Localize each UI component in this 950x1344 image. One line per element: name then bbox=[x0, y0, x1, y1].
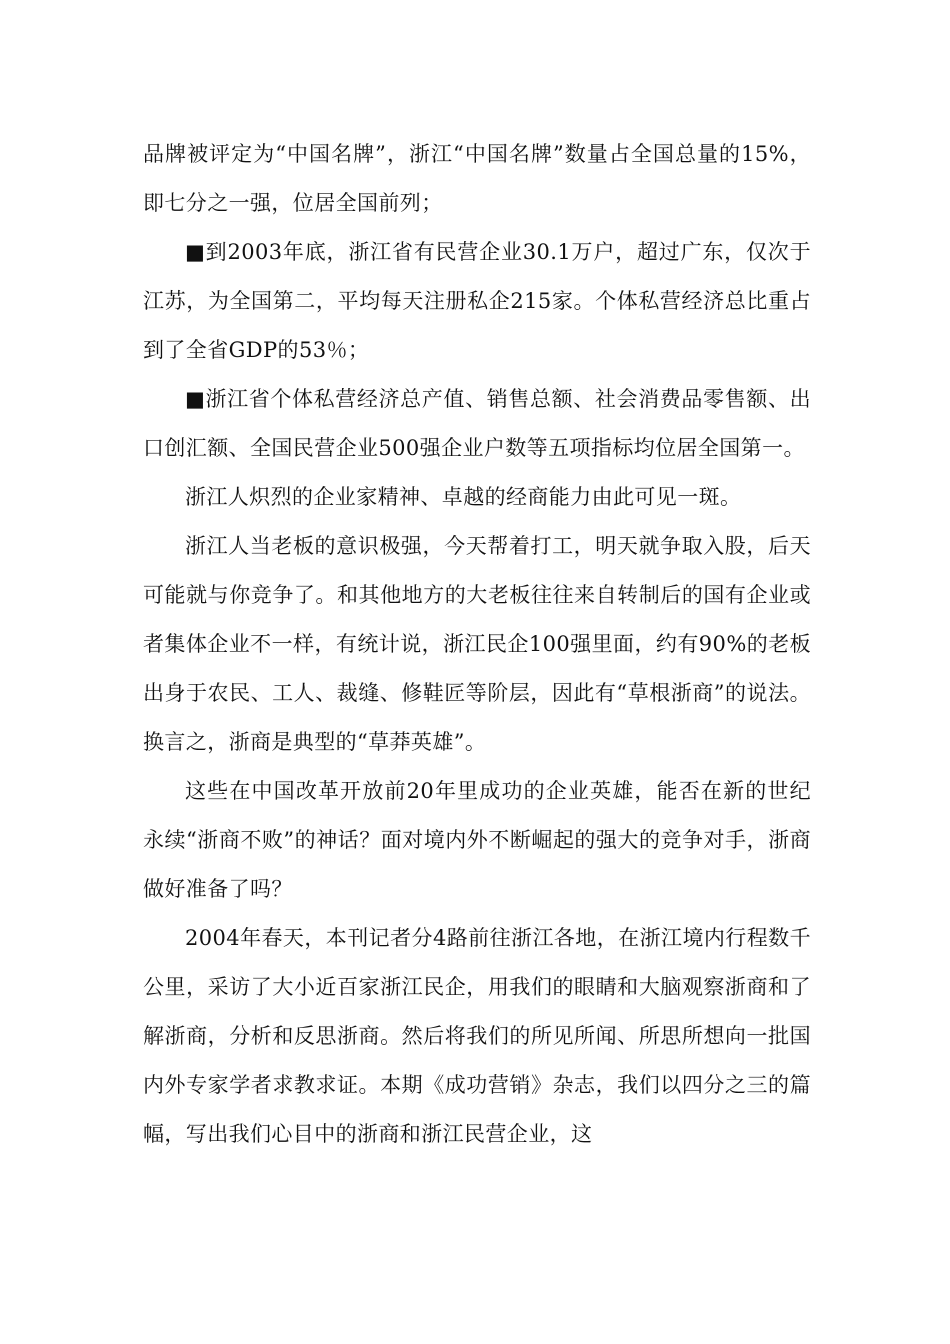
paragraph-2: ■到2003年底，浙江省有民营企业30.1万户，超过广东，仅次于江苏，为全国第二，平均每天注册私企215家。个体私营经济总比重占到了全省GDP的53％； bbox=[143, 240, 811, 362]
paragraph-6: 这些在中国改革开放前20年里成功的企业英雄，能否在新的世纪永续“浙商不败”的神话？面对境内外不断崛起的强大的竞争对手，浙商做好准备了吗？ bbox=[143, 779, 811, 901]
paragraph-3: ■浙江省个体私营经济总产值、销售总额、社会消费品零售额、出口创汇额、全国民营企业500强企业户数等五项指标均位居全国第一。 bbox=[143, 387, 811, 460]
paragraph-5: 浙江人当老板的意识极强，今天帮着打工，明天就争取入股，后天可能就与你竞争了。和其他地方的大老板往往来自转制后的国有企业或者集体企业不一样，有统计说，浙江民企100强里面，约有90%的老板出身于农民、工人、裁缝、修鞋匠等阶层，因此有“草根浙商”的说法。换言之，浙商是典型的“草莽英雄”。 bbox=[143, 534, 811, 754]
paragraph-1: 品牌被评定为“中国名牌”，浙江“中国名牌”数量占全国总量的15%，即七分之一强，位居全国前列； bbox=[143, 142, 811, 215]
paragraph-4: 浙江人炽烈的企业家精神、卓越的经商能力由此可见一斑。 bbox=[185, 485, 742, 509]
paragraph-7: 2004年春天，本刊记者分4路前往浙江各地，在浙江境内行程数千公里，采访了大小近百家浙江民企，用我们的眼睛和大脑观察浙商和了解浙商，分析和反思浙商。然后将我们的所见所闻、所思所想向一批国内外专家学者求教求证。本期《成功营销》杂志，我们以四分之三的篇幅，写出我们心目中的浙商和浙江民营企业，这 bbox=[143, 926, 811, 1146]
body-text bbox=[143, 130, 811, 1159]
